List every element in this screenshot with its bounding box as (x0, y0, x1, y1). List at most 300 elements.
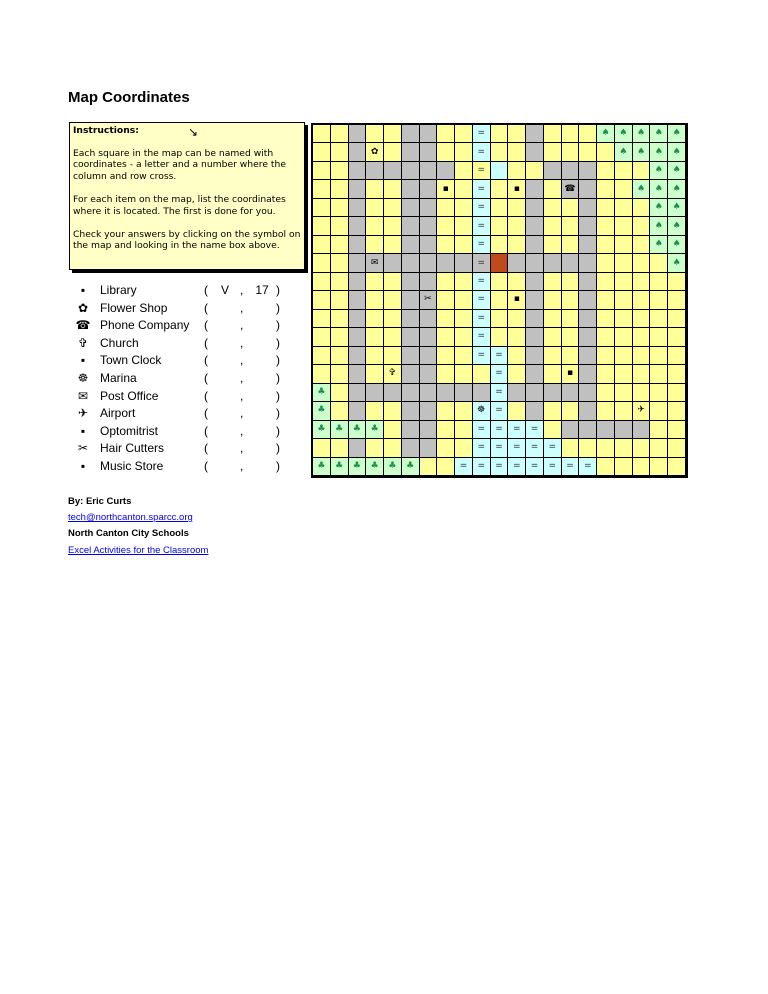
map-cell[interactable] (402, 347, 420, 365)
tree-icon[interactable]: ♠ (637, 128, 646, 139)
map-cell[interactable] (420, 125, 438, 143)
map-cell[interactable] (615, 384, 633, 402)
map-cell[interactable] (633, 347, 651, 365)
map-cell[interactable] (544, 347, 562, 365)
map-cell[interactable] (633, 180, 651, 198)
map-cell[interactable] (455, 143, 473, 161)
map-cell[interactable] (526, 365, 544, 383)
map-cell[interactable] (508, 236, 526, 254)
map-cell[interactable] (668, 310, 686, 328)
map-cell[interactable] (633, 125, 651, 143)
map-cell[interactable] (579, 458, 597, 476)
map-cell[interactable] (402, 254, 420, 272)
map-cell[interactable] (579, 125, 597, 143)
map-cell[interactable] (615, 291, 633, 309)
map-cell[interactable] (366, 199, 384, 217)
map-cell[interactable] (420, 328, 438, 346)
map-cell[interactable] (508, 347, 526, 365)
map-cell[interactable] (384, 236, 402, 254)
map-cell[interactable] (562, 199, 580, 217)
map-cell[interactable] (384, 421, 402, 439)
map-cell[interactable] (526, 310, 544, 328)
map-cell[interactable] (437, 421, 455, 439)
map-cell[interactable] (331, 143, 349, 161)
map-cell[interactable] (313, 125, 331, 143)
map-cell[interactable] (597, 347, 615, 365)
map-cell[interactable] (650, 347, 668, 365)
map-cell[interactable] (437, 365, 455, 383)
map-cell[interactable] (437, 143, 455, 161)
map-cell[interactable] (579, 180, 597, 198)
map-cell[interactable] (420, 217, 438, 235)
map-cell[interactable] (402, 458, 420, 476)
map-cell[interactable] (313, 254, 331, 272)
map-cell[interactable] (384, 439, 402, 457)
map-cell[interactable] (579, 365, 597, 383)
map-cell[interactable] (420, 347, 438, 365)
map-cell[interactable] (384, 365, 402, 383)
airplane-icon[interactable]: ✈ (637, 405, 645, 416)
map-cell[interactable] (544, 421, 562, 439)
map-cell[interactable] (633, 402, 651, 420)
row-answer[interactable]: 17 (255, 283, 269, 297)
map-cell[interactable] (633, 143, 651, 161)
water-icon[interactable]: = (477, 331, 485, 342)
water-icon[interactable]: = (477, 294, 485, 305)
map-cell[interactable] (402, 310, 420, 328)
tree-icon[interactable]: ♠ (672, 220, 681, 231)
map-cell[interactable] (491, 365, 509, 383)
map-cell[interactable] (579, 310, 597, 328)
map-cell[interactable] (313, 199, 331, 217)
map-cell[interactable] (473, 273, 491, 291)
map-cell[interactable] (384, 402, 402, 420)
map-cell[interactable] (420, 236, 438, 254)
map-cell[interactable] (650, 384, 668, 402)
map-cell[interactable] (562, 291, 580, 309)
map-cell[interactable] (473, 421, 491, 439)
map-cell[interactable] (562, 236, 580, 254)
building-icon[interactable]: ▪ (513, 183, 520, 194)
water-icon[interactable]: = (477, 146, 485, 157)
map-cell[interactable] (597, 402, 615, 420)
map-cell[interactable] (650, 236, 668, 254)
tree-icon[interactable]: ♠ (637, 146, 646, 157)
map-cell[interactable] (526, 125, 544, 143)
map-cell[interactable] (349, 143, 367, 161)
map-cell[interactable] (597, 125, 615, 143)
building-icon[interactable]: ▪ (513, 294, 520, 305)
map-cell[interactable] (402, 199, 420, 217)
map-cell[interactable] (402, 180, 420, 198)
map-cell[interactable] (615, 310, 633, 328)
map-cell[interactable] (402, 143, 420, 161)
water-icon[interactable]: = (495, 423, 503, 434)
map-cell[interactable] (579, 439, 597, 457)
map-cell[interactable] (544, 328, 562, 346)
map-cell[interactable] (455, 439, 473, 457)
water-icon[interactable]: = (477, 202, 485, 213)
map-cell[interactable] (597, 365, 615, 383)
map-cell[interactable] (491, 273, 509, 291)
map-cell[interactable] (437, 199, 455, 217)
map-cell[interactable] (597, 180, 615, 198)
map-cell[interactable] (455, 310, 473, 328)
map-cell[interactable] (402, 365, 420, 383)
map-cell[interactable] (331, 347, 349, 365)
map-cell[interactable] (420, 291, 438, 309)
map-cell[interactable] (331, 180, 349, 198)
map-cell[interactable] (562, 365, 580, 383)
map-cell[interactable] (526, 199, 544, 217)
map-cell[interactable] (668, 217, 686, 235)
map-cell[interactable] (420, 458, 438, 476)
map-cell[interactable] (526, 384, 544, 402)
map-cell[interactable] (455, 162, 473, 180)
map-cell[interactable] (349, 125, 367, 143)
clover-icon[interactable]: ♣ (370, 460, 379, 471)
map-cell[interactable] (562, 421, 580, 439)
map-cell[interactable] (473, 291, 491, 309)
water-icon[interactable]: = (459, 460, 468, 471)
map-cell[interactable] (508, 143, 526, 161)
map-cell[interactable] (366, 384, 384, 402)
map-cell[interactable] (491, 310, 509, 328)
map-cell[interactable] (420, 199, 438, 217)
water-icon[interactable]: = (477, 312, 485, 323)
map-cell[interactable] (544, 236, 562, 254)
map-cell[interactable] (473, 143, 491, 161)
map-cell[interactable] (473, 254, 491, 272)
map-cell[interactable] (544, 162, 562, 180)
map-cell[interactable] (544, 125, 562, 143)
map-cell[interactable] (650, 328, 668, 346)
map-cell[interactable] (331, 199, 349, 217)
map-cell[interactable] (349, 254, 367, 272)
flower-icon[interactable]: ✿ (370, 146, 379, 157)
map-cell[interactable] (366, 180, 384, 198)
map-cell[interactable] (491, 328, 509, 346)
map-cell[interactable] (402, 236, 420, 254)
map-cell[interactable] (455, 236, 473, 254)
map-cell[interactable] (579, 143, 597, 161)
map-cell[interactable] (437, 217, 455, 235)
map-cell[interactable] (650, 254, 668, 272)
map-cell[interactable] (597, 217, 615, 235)
map-cell[interactable] (366, 273, 384, 291)
map-cell[interactable] (331, 217, 349, 235)
map-cell[interactable] (633, 254, 651, 272)
map-cell[interactable] (331, 254, 349, 272)
map-cell[interactable] (526, 143, 544, 161)
map-cell[interactable] (615, 143, 633, 161)
map-cell[interactable] (579, 402, 597, 420)
map-cell[interactable] (455, 365, 473, 383)
tree-icon[interactable]: ♠ (601, 128, 610, 139)
map-cell[interactable] (455, 347, 473, 365)
map-cell[interactable] (331, 402, 349, 420)
water-icon[interactable]: = (530, 460, 539, 471)
map-cell[interactable] (313, 421, 331, 439)
map-cell[interactable] (384, 328, 402, 346)
map-cell[interactable] (526, 328, 544, 346)
map-cell[interactable] (437, 347, 455, 365)
map-cell[interactable] (544, 273, 562, 291)
map-cell[interactable] (615, 347, 633, 365)
map-cell[interactable] (384, 199, 402, 217)
map-cell[interactable] (473, 328, 491, 346)
tree-icon[interactable]: ♠ (672, 128, 681, 139)
tree-icon[interactable]: ♠ (654, 128, 663, 139)
tree-icon[interactable]: ♠ (672, 257, 681, 268)
map-cell[interactable] (349, 458, 367, 476)
map-cell[interactable] (331, 439, 349, 457)
map-cell[interactable] (544, 402, 562, 420)
map-cell[interactable] (384, 125, 402, 143)
map-cell[interactable] (331, 236, 349, 254)
map-cell[interactable] (420, 254, 438, 272)
map-cell[interactable] (349, 384, 367, 402)
ship-wheel-icon[interactable]: ☸ (477, 405, 486, 416)
clover-icon[interactable]: ♣ (370, 423, 379, 434)
map-cell[interactable] (562, 217, 580, 235)
map-cell[interactable] (384, 254, 402, 272)
map-cell[interactable] (597, 458, 615, 476)
map-cell[interactable] (615, 236, 633, 254)
envelope-icon[interactable]: ✉ (370, 257, 379, 268)
column-answer[interactable]: V (220, 283, 229, 297)
map-cell[interactable] (508, 199, 526, 217)
map-cell[interactable] (437, 254, 455, 272)
map-cell[interactable] (650, 143, 668, 161)
map-cell[interactable] (491, 199, 509, 217)
map-cell[interactable] (526, 236, 544, 254)
map-cell[interactable] (366, 162, 384, 180)
map-cell[interactable] (668, 236, 686, 254)
map-cell[interactable] (526, 273, 544, 291)
map-cell[interactable] (668, 384, 686, 402)
map-cell[interactable] (366, 310, 384, 328)
map-cell[interactable] (491, 439, 509, 457)
map-cell[interactable] (473, 180, 491, 198)
water-icon[interactable]: = (495, 386, 503, 397)
map-cell[interactable] (420, 402, 438, 420)
map-cell[interactable] (331, 384, 349, 402)
map-cell[interactable] (473, 199, 491, 217)
map-cell[interactable] (597, 236, 615, 254)
tree-icon[interactable]: ♠ (654, 183, 663, 194)
map-cell[interactable] (668, 439, 686, 457)
map-cell[interactable] (384, 162, 402, 180)
map-cell[interactable] (526, 439, 544, 457)
map-cell[interactable] (402, 162, 420, 180)
map-cell[interactable] (384, 347, 402, 365)
map-cell[interactable] (650, 402, 668, 420)
map-cell[interactable] (313, 291, 331, 309)
map-cell[interactable] (402, 217, 420, 235)
clover-icon[interactable]: ♣ (352, 460, 361, 471)
map-cell[interactable] (579, 347, 597, 365)
map-cell[interactable] (331, 421, 349, 439)
map-cell[interactable] (668, 328, 686, 346)
map-cell[interactable] (544, 439, 562, 457)
clover-icon[interactable]: ♣ (335, 423, 344, 434)
map-cell[interactable] (508, 254, 526, 272)
building-icon[interactable]: ▪ (442, 183, 449, 194)
map-cell[interactable] (313, 217, 331, 235)
map-cell[interactable] (562, 328, 580, 346)
map-cell[interactable] (402, 402, 420, 420)
map-cell[interactable] (579, 254, 597, 272)
map-cell[interactable] (366, 402, 384, 420)
tree-icon[interactable]: ♠ (654, 202, 663, 213)
map-cell[interactable] (650, 458, 668, 476)
map-cell[interactable] (420, 143, 438, 161)
map-cell[interactable] (384, 273, 402, 291)
map-cell[interactable] (455, 217, 473, 235)
map-cell[interactable] (491, 384, 509, 402)
map-cell[interactable] (331, 125, 349, 143)
map-cell[interactable] (366, 254, 384, 272)
water-icon[interactable]: = (477, 442, 485, 453)
map-cell[interactable] (473, 347, 491, 365)
map-cell[interactable] (562, 162, 580, 180)
water-icon[interactable]: = (477, 183, 485, 194)
map-cell[interactable] (455, 384, 473, 402)
water-icon[interactable]: = (477, 460, 485, 471)
map-cell[interactable] (349, 439, 367, 457)
map-cell[interactable] (313, 458, 331, 476)
map-cell[interactable] (633, 236, 651, 254)
map-cell[interactable] (437, 328, 455, 346)
map-cell[interactable] (455, 421, 473, 439)
map-cell[interactable] (437, 458, 455, 476)
map-cell[interactable] (650, 199, 668, 217)
map-cell[interactable] (615, 217, 633, 235)
map-cell[interactable] (508, 310, 526, 328)
map-cell[interactable] (384, 180, 402, 198)
water-icon[interactable]: = (495, 460, 503, 471)
map-cell[interactable] (313, 328, 331, 346)
map-cell[interactable] (579, 236, 597, 254)
map-cell[interactable] (597, 199, 615, 217)
building-icon[interactable]: ▪ (566, 368, 574, 379)
map-cell[interactable] (544, 254, 562, 272)
map-cell[interactable] (384, 143, 402, 161)
map-cell[interactable] (420, 310, 438, 328)
map-cell[interactable] (313, 143, 331, 161)
map-cell[interactable] (668, 421, 686, 439)
map-cell[interactable] (668, 365, 686, 383)
water-icon[interactable]: = (495, 349, 503, 360)
map-cell[interactable] (633, 217, 651, 235)
map-cell[interactable] (668, 180, 686, 198)
map-cell[interactable] (562, 143, 580, 161)
map-cell[interactable] (633, 310, 651, 328)
water-icon[interactable]: = (548, 460, 557, 471)
map-cell[interactable] (437, 236, 455, 254)
map-cell[interactable] (668, 347, 686, 365)
map-cell[interactable] (508, 125, 526, 143)
map-cell[interactable] (349, 291, 367, 309)
map-cell[interactable] (597, 291, 615, 309)
clover-icon[interactable]: ♣ (352, 423, 361, 434)
map-cell[interactable] (420, 365, 438, 383)
map-cell[interactable] (349, 236, 367, 254)
map-cell[interactable] (526, 162, 544, 180)
map-cell[interactable] (366, 217, 384, 235)
map-cell[interactable] (579, 217, 597, 235)
map-cell[interactable] (313, 402, 331, 420)
map-cell[interactable] (491, 125, 509, 143)
water-icon[interactable]: = (548, 442, 557, 453)
map-cell[interactable] (562, 125, 580, 143)
map-cell[interactable] (597, 384, 615, 402)
tree-icon[interactable]: ♠ (654, 239, 663, 250)
map-cell[interactable] (508, 180, 526, 198)
map-cell[interactable] (402, 125, 420, 143)
map-cell[interactable] (508, 402, 526, 420)
map-cell[interactable] (508, 365, 526, 383)
map-cell[interactable] (437, 310, 455, 328)
map-cell[interactable] (633, 439, 651, 457)
map-cell[interactable] (473, 236, 491, 254)
map-cell[interactable] (331, 310, 349, 328)
map-cell[interactable] (491, 347, 509, 365)
map-cell[interactable] (562, 384, 580, 402)
map-cell[interactable] (491, 180, 509, 198)
map-cell[interactable] (420, 421, 438, 439)
map-cell[interactable] (526, 180, 544, 198)
map-cell[interactable] (331, 273, 349, 291)
map-cell[interactable] (491, 421, 509, 439)
map-cell[interactable] (650, 310, 668, 328)
map-cell[interactable] (437, 291, 455, 309)
map-cell[interactable] (615, 273, 633, 291)
map-cell[interactable] (615, 439, 633, 457)
telephone-icon[interactable]: ☎ (564, 183, 576, 194)
map-cell[interactable] (313, 365, 331, 383)
map-cell[interactable] (579, 199, 597, 217)
tree-icon[interactable]: ♠ (654, 165, 663, 176)
tree-icon[interactable]: ♠ (672, 202, 681, 213)
map-cell[interactable] (562, 439, 580, 457)
map-cell[interactable] (650, 365, 668, 383)
water-icon[interactable]: = (584, 460, 592, 471)
map-cell[interactable] (668, 273, 686, 291)
map-cell[interactable] (633, 365, 651, 383)
map-cell[interactable] (366, 143, 384, 161)
map-cell[interactable] (349, 162, 367, 180)
map-cell[interactable] (668, 162, 686, 180)
map-cell[interactable] (633, 421, 651, 439)
map-cell[interactable] (420, 162, 438, 180)
map-cell[interactable] (508, 328, 526, 346)
map-cell[interactable] (491, 143, 509, 161)
map-cell[interactable] (366, 347, 384, 365)
map-cell[interactable] (668, 125, 686, 143)
map-cell[interactable] (544, 199, 562, 217)
map-cell[interactable] (668, 254, 686, 272)
water-icon[interactable]: = (495, 442, 503, 453)
map-cell[interactable] (384, 310, 402, 328)
clover-icon[interactable]: ♣ (388, 460, 397, 471)
clover-icon[interactable]: ♣ (406, 460, 415, 471)
map-cell[interactable] (633, 458, 651, 476)
map-cell[interactable] (437, 273, 455, 291)
clover-icon[interactable]: ♣ (317, 405, 326, 416)
map-cell[interactable] (579, 328, 597, 346)
